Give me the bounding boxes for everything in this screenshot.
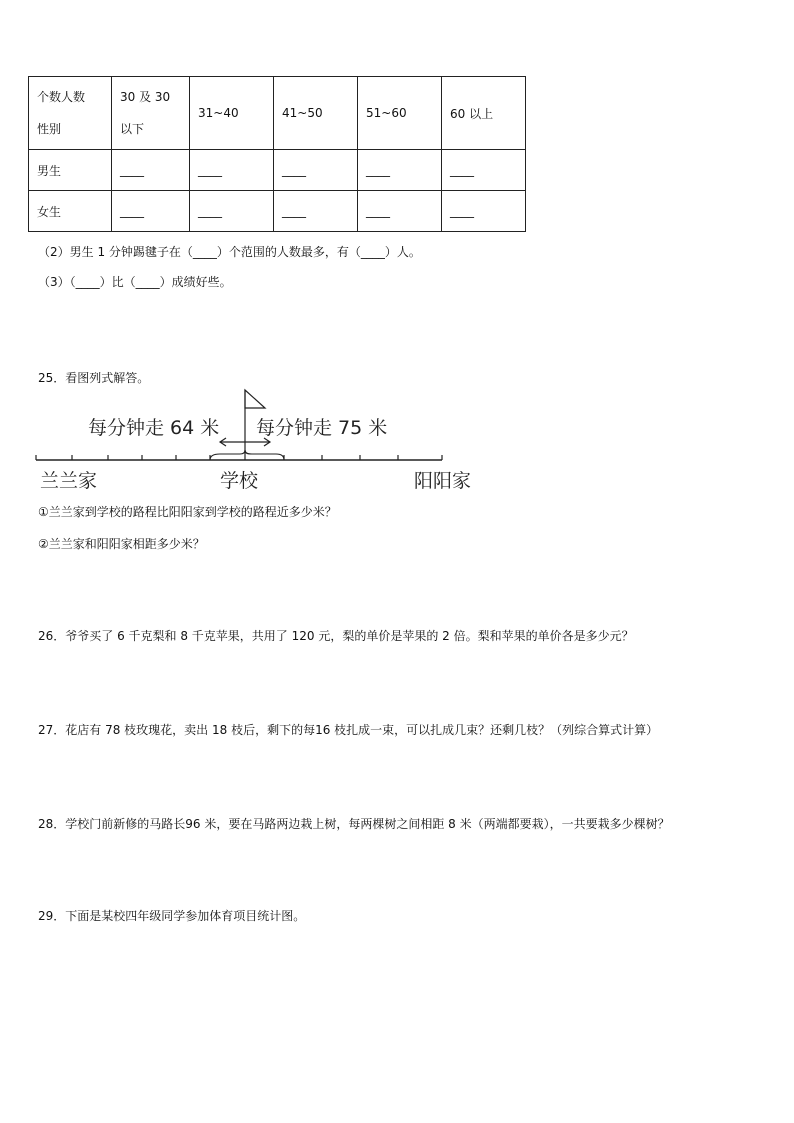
q28-text: 28．学校门前新修的马路长96 米，要在马路两边栽上树，每两棵树之间相距 8 米（两端都要栽），一共要栽多少棵树？ — [38, 817, 670, 831]
q25-title: 25．看图列式解答。 — [38, 371, 150, 385]
right-speed-label: 每分钟走 75 米 — [256, 417, 388, 439]
lanlan-home-label: 兰兰家 — [40, 470, 98, 492]
header-gender-label: 性别 — [37, 122, 62, 136]
range-cell: 60 以上 — [442, 77, 526, 150]
q25-sub1: ①兰兰家到学校的路程比阳阳家到学校的路程近多少米？ — [38, 505, 337, 519]
q29-text: 29．下面是某校四年级同学参加体育项目统计图。 — [38, 909, 306, 923]
left-speed-label: 每分钟走 64 米 — [88, 417, 220, 439]
school-label: 学校 — [220, 470, 259, 492]
blank-cell: ____ — [442, 191, 526, 232]
blank-cell: ____ — [274, 150, 358, 191]
table-header-row — [29, 77, 526, 150]
table-row-boys — [29, 150, 526, 191]
yangyang-home-label: 阳阳家 — [414, 470, 472, 492]
range-cell: 51~60 — [358, 77, 442, 150]
q26-text: 26．爷爷买了 6 千克梨和 8 千克苹果，共用了 120 元，梨的单价是苹果的 2 倍。梨和苹果的单价各是多少元？ — [38, 629, 634, 643]
left-brace — [210, 450, 250, 460]
route-ticks — [36, 455, 442, 460]
range-label: 30 及 30 以下 — [120, 90, 171, 136]
stats-table — [28, 76, 526, 232]
blank-cell: ____ — [190, 150, 274, 191]
q27-text: 27．花店有 78 枝玫瑰花，卖出 18 枝后，剩下的每16 枝扎成一束，可以扎成几束？还剩几枝？（列综合算式计算） — [38, 723, 659, 737]
table-corner-cell — [29, 77, 112, 150]
q25-sub2: ②兰兰家和阳阳家相距多少米？ — [38, 537, 205, 551]
blank-cell: ____ — [112, 150, 190, 191]
blank-cell: ____ — [112, 191, 190, 232]
q24-part3: （3）（____）比（____）成绩好些。 — [38, 275, 232, 289]
row-label: 女生 — [29, 191, 112, 232]
blank-cell: ____ — [442, 150, 526, 191]
range-cell — [112, 77, 190, 150]
table-row-girls — [29, 191, 526, 232]
q24-part2: （2）男生 1 分钟踢毽子在（____）个范围的人数最多，有（____）人。 — [38, 245, 421, 259]
flag-icon — [245, 390, 265, 408]
range-cell: 41~50 — [274, 77, 358, 150]
right-brace — [245, 450, 284, 460]
header-count-label: 个数人数 — [37, 90, 86, 104]
range-cell: 31~40 — [190, 77, 274, 150]
blank-cell: ____ — [358, 150, 442, 191]
route-diagram — [30, 388, 500, 498]
row-label: 男生 — [29, 150, 112, 191]
blank-cell: ____ — [190, 191, 274, 232]
blank-cell: ____ — [274, 191, 358, 232]
blank-cell: ____ — [358, 191, 442, 232]
